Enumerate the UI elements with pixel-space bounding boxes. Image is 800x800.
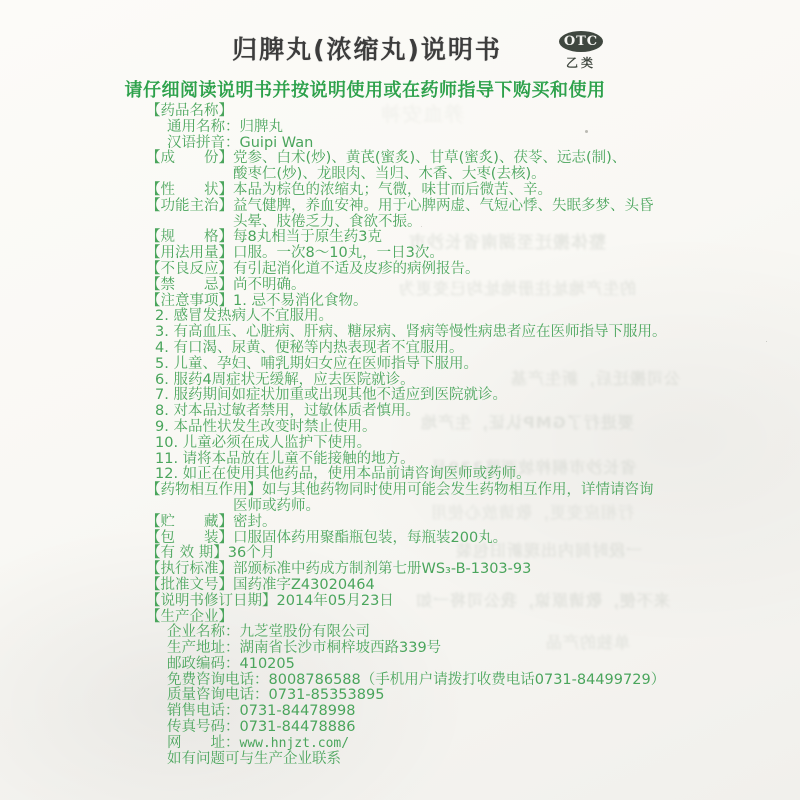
ghost-text: 公司搬迁后，新生产基 — [510, 369, 681, 388]
section-row — [146, 246, 686, 262]
row-text: 生产地址：湖南省长沙市桐梓坡西路339号 — [167, 640, 442, 657]
row-text: 每8丸相当于原生药3克 — [233, 229, 382, 246]
ghost-text: 要进行了GMP认证，生产地 — [420, 413, 634, 432]
section-label: 【包 装】 — [146, 529, 233, 546]
row-text: 5. 儿童、孕妇、哺乳期妇女应在医师指导下服用。 — [155, 355, 478, 372]
section-label: 【规 格】 — [146, 229, 233, 246]
row-text: 11. 请将本品放在儿童不能接触的地方。 — [155, 450, 415, 467]
text-row — [146, 373, 686, 389]
row-text: 本品为棕色的浓缩丸；气微，味甘而后微苦、辛。 — [233, 181, 552, 198]
row-text: 如与其他药物同时使用可能会发生药物相互作用，详情请咨询 — [262, 482, 654, 499]
text-row — [146, 357, 686, 373]
section-row — [146, 262, 686, 278]
section-row — [146, 278, 686, 294]
row-text: 12. 如正在使用其他药品，使用本品前请咨询医师或药师。 — [155, 466, 531, 483]
section-row — [146, 531, 686, 547]
text-row — [146, 452, 686, 468]
section-row — [146, 562, 686, 578]
text-row — [146, 704, 686, 720]
section-label: 【说明书修订日期】 — [146, 592, 277, 609]
section-label: 【药品名称】 — [146, 103, 233, 119]
text-row — [146, 120, 686, 136]
text-row — [146, 325, 686, 341]
row-text: 医师或药师。 — [233, 497, 320, 514]
ghost-text: 整体搬迁至湖南省长沙市 — [408, 233, 606, 253]
row-text: 传真号码：0731-84478886 — [167, 719, 356, 736]
row-text: 8. 对本品过敏者禁用，过敏体质者慎用。 — [155, 403, 420, 420]
text-row — [146, 167, 686, 183]
section-label: 【药物相互作用】 — [146, 482, 262, 499]
section-row — [146, 515, 686, 531]
text-row — [146, 641, 686, 657]
row-text: 口服固体药用聚酯瓶包装，每瓶装200丸。 — [233, 529, 508, 546]
ghost-text: 来不便，敬请原谅，我公司将一如 — [415, 591, 671, 610]
text-row — [146, 736, 686, 752]
row-text: 网 址： — [167, 734, 240, 751]
row-text: 7. 服药期间如症状加重或出现其他不适应到医院就诊。 — [155, 387, 507, 404]
section-row — [146, 104, 686, 120]
text-row — [146, 404, 686, 420]
header — [0, 30, 800, 66]
row-text: 2. 感冒发热病人不宜服用。 — [155, 308, 333, 325]
row-text: 企业名称：九芝堂股份有限公司 — [167, 624, 370, 641]
row-text: 头晕、肢倦乏力、食欲不振。 — [233, 213, 422, 230]
leaflet-body — [146, 104, 686, 767]
text-row — [146, 388, 686, 404]
section-label: 【贮 藏】 — [146, 513, 233, 530]
otc-label: OTC — [563, 34, 599, 49]
row-text: 汉语拼音：Guipi Wan — [167, 134, 314, 151]
section-label: 【功能主治】 — [146, 197, 233, 214]
website-url: www.hnjzt.com/ — [239, 735, 350, 751]
text-row — [146, 341, 686, 357]
ghost-text: 一段时间内出现新旧包装 — [455, 541, 643, 560]
section-row — [146, 151, 686, 167]
otc-logo-icon — [559, 31, 603, 52]
text-row — [146, 752, 686, 768]
ghost-text: 行相应变更，敬请放心使用 — [430, 503, 635, 522]
otc-class-label: 乙类 — [565, 56, 596, 70]
ghost-text: 省长沙市桐梓坡西路339号 — [430, 458, 637, 477]
text-row — [146, 657, 686, 673]
section-row — [146, 183, 686, 199]
section-label: 【禁 忌】 — [146, 276, 233, 293]
usage-notice: 请仔细阅读说明书并按说明使用或在药师指导下购买和使用 — [124, 80, 606, 101]
text-row — [146, 688, 686, 704]
row-text: 免费咨询电话：8008786588（手机用户请拨打收费电话0731-84499729） — [167, 671, 666, 688]
row-text: 4. 有口渴、尿黄、便秘等内热表现者不宜服用。 — [155, 339, 464, 356]
row-text: 通用名称：归脾丸 — [167, 118, 283, 135]
section-row — [146, 594, 686, 610]
row-text: 如有问题可与生产企业联系 — [167, 750, 341, 767]
row-text: 9. 本品性状发生改变时禁止使用。 — [155, 418, 377, 435]
page-title: 归脾丸(浓缩丸)说明书 — [232, 35, 502, 64]
row-text: 10. 儿童必须在成人监护下使用。 — [155, 434, 372, 451]
section-row — [146, 578, 686, 594]
section-label: 【成 份】 — [146, 150, 233, 167]
section-label: 【不良反应】 — [146, 260, 233, 277]
row-text: 2014年05月23日 — [276, 592, 394, 609]
text-row — [146, 309, 686, 325]
text-row — [146, 625, 686, 641]
section-row — [146, 483, 686, 499]
section-row — [146, 546, 686, 562]
ghost-text: 单独的产品 — [545, 633, 631, 652]
row-text: 国药准字Z43020464 — [233, 576, 375, 593]
row-text: 邮政编码：410205 — [167, 655, 295, 672]
section-row — [146, 199, 686, 215]
row-text: 销售电话：0731-84478998 — [167, 703, 356, 720]
ghost-text: 养血安神 — [380, 102, 464, 126]
row-text: 酸枣仁(炒)、龙眼肉、当归、木香、大枣(去核)。 — [233, 166, 546, 183]
row-text: 党参、白术(炒)、黄芪(蜜炙)、甘草(蜜炙)、茯苓、远志(制)、 — [233, 150, 627, 167]
text-row — [146, 467, 686, 483]
row-text: 有引起消化道不适及皮疹的病例报告。 — [233, 260, 480, 277]
row-text: 6. 服药4周症状无缓解，应去医院就诊。 — [155, 371, 415, 388]
row-text: 尚不明确。 — [233, 276, 306, 293]
section-label: 【用法用量】 — [146, 245, 233, 262]
text-row — [146, 215, 686, 231]
row-text: 口服。一次8～10丸，一日3次。 — [233, 245, 444, 262]
section-row — [146, 230, 686, 246]
row-text: 质量咨询电话：0731-85353895 — [167, 687, 385, 704]
section-row — [146, 610, 686, 626]
otc-badge — [557, 31, 605, 71]
section-label: 【注意事项】 — [146, 292, 233, 309]
section-label: 【性 状】 — [146, 181, 233, 198]
section-row — [146, 294, 686, 310]
row-text: 3. 有高血压、心脏病、肝病、糖尿病、肾病等慢性病患者应在医师指导下服用。 — [155, 324, 667, 341]
text-row — [146, 499, 686, 515]
row-text: 1. 忌不易消化食物。 — [233, 292, 368, 309]
section-label: 【执行标准】 — [146, 561, 233, 578]
text-row — [146, 420, 686, 436]
ghost-text: 的生产地址注册地址均已变更为 — [398, 279, 637, 298]
row-text: 36个月 — [227, 545, 276, 562]
text-row — [146, 720, 686, 736]
section-label: 【生产企业】 — [146, 608, 233, 625]
text-row — [146, 436, 686, 452]
row-text: 密封。 — [233, 513, 277, 530]
row-text: 益气健脾，养血安神。用于心脾两虚、气短心悸、失眠多梦、头昏 — [233, 197, 654, 214]
section-label: 【有 效 期】 — [146, 545, 228, 562]
section-label: 【批准文号】 — [146, 576, 233, 593]
row-text: 部颁标准中药成方制剂第七册WS₃-B-1303-93 — [233, 561, 532, 578]
